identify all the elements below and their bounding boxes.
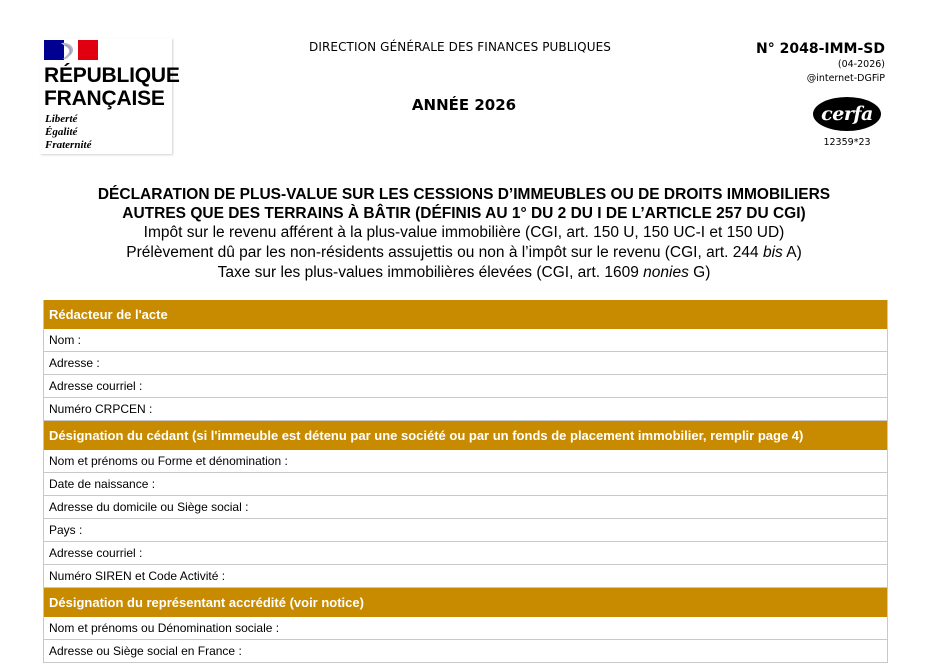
field-siren-code-activite[interactable]: Numéro SIREN et Code Activité : bbox=[44, 565, 887, 588]
field-numero-crpcen[interactable]: Numéro CRPCEN : bbox=[44, 398, 887, 421]
section-header-cedant: Désignation du cédant (si l'immeuble est détenu par une société ou par un fonds de placement immobilier, remplir page 4) bbox=[44, 421, 887, 450]
form-number: N° 2048-IMM-SD bbox=[756, 41, 885, 57]
section-header-representant: Désignation du représentant accrédité (voir notice) bbox=[44, 588, 887, 617]
cerfa-logo-text: cerfa bbox=[821, 103, 873, 125]
subtitle-line-1: Impôt sur le revenu afférent à la plus-value immobilière (CGI, art. 150 U, 150 UC-I et 150 UD) bbox=[143, 224, 785, 241]
field-representant-adresse[interactable]: Adresse ou Siège social en France : bbox=[44, 640, 887, 663]
title-line-2: AUTRES QUE DES TERRAINS À BÂTIR (DÉFINIS AU 1° DU 2 DU I DE L’ARTICLE 257 DU CGI) bbox=[122, 205, 806, 222]
year-label: ANNÉE 2026 bbox=[411, 96, 517, 114]
logo-title: RÉPUBLIQUE FRANÇAISE bbox=[44, 64, 180, 110]
field-pays[interactable]: Pays : bbox=[44, 519, 887, 542]
subtitle-line-3: Taxe sur les plus-values immobilières élevées (CGI, art. 1609 nonies G) bbox=[217, 264, 711, 281]
field-adresse-courriel[interactable]: Adresse courriel : bbox=[44, 375, 887, 398]
marianne-flag-icon bbox=[44, 40, 98, 60]
cerfa-number: 12359*23 bbox=[823, 137, 871, 148]
form-date: (04-2026) bbox=[837, 59, 885, 70]
subtitle-line-2: Prélèvement dû par les non-résidents assujettis ou non à l’impôt sur le revenu (CGI, art. 244 bis A) bbox=[126, 244, 802, 261]
field-nom[interactable]: Nom : bbox=[44, 329, 887, 352]
republique-francaise-logo bbox=[40, 38, 180, 154]
field-adresse-domicile[interactable]: Adresse du domicile ou Siège social : bbox=[44, 496, 887, 519]
field-date-naissance[interactable]: Date de naissance : bbox=[44, 473, 887, 496]
direction-label: DIRECTION GÉNÉRALE DES FINANCES PUBLIQUES bbox=[308, 40, 612, 54]
logo-motto: Liberté Égalité Fraternité bbox=[45, 113, 92, 151]
field-cedant-courriel[interactable]: Adresse courriel : bbox=[44, 542, 887, 565]
section-header-redacteur: Rédacteur de l'acte bbox=[44, 300, 887, 329]
field-nom-prenoms-denomination[interactable]: Nom et prénoms ou Forme et dénomination : bbox=[44, 450, 887, 473]
declaration-form bbox=[43, 300, 888, 663]
form-internet: @internet-DGFiP bbox=[806, 73, 885, 84]
cerfa-logo bbox=[813, 97, 881, 131]
field-representant-nom[interactable]: Nom et prénoms ou Dénomination sociale : bbox=[44, 617, 887, 640]
field-adresse[interactable]: Adresse : bbox=[44, 352, 887, 375]
document-heading bbox=[30, 185, 898, 283]
title-line-1: DÉCLARATION DE PLUS-VALUE SUR LES CESSIONS D’IMMEUBLES OU DE DROITS IMMOBILIERS bbox=[97, 186, 831, 203]
